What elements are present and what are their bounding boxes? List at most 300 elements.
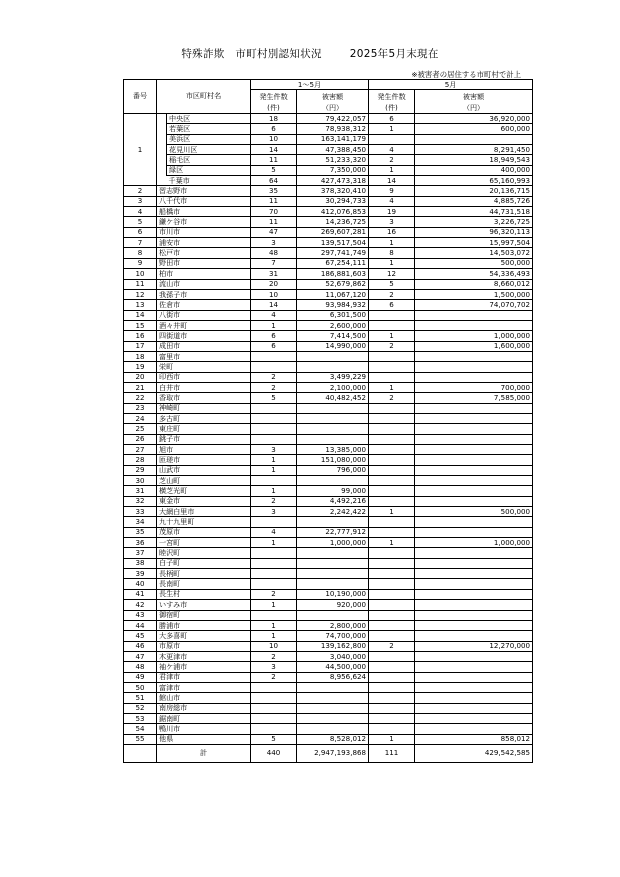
cases-jan-may: 11 xyxy=(251,217,297,227)
cases-may xyxy=(369,662,415,672)
damage-jan-may: 74,700,000 xyxy=(297,631,369,641)
table-row xyxy=(124,217,533,227)
cases-jan-may xyxy=(251,548,297,558)
damage-may xyxy=(415,517,533,527)
damage-may xyxy=(415,682,533,692)
table-row xyxy=(124,341,533,351)
row-number: 37 xyxy=(124,548,157,558)
ward-row xyxy=(124,134,533,144)
damage-may xyxy=(415,476,533,486)
total-blank xyxy=(124,744,157,762)
header-muni-spacer-cell xyxy=(157,80,167,90)
table-row xyxy=(124,413,533,423)
damage-jan-may: 13,385,000 xyxy=(297,445,369,455)
damage-jan-may xyxy=(297,713,369,723)
damage-may xyxy=(415,362,533,372)
muni-name: 長柄町 xyxy=(157,569,251,579)
cases-jan-may: 2 xyxy=(251,372,297,382)
header-row-columns xyxy=(124,90,533,104)
muni-name: 匝瑳市 xyxy=(157,455,251,465)
cases-may: 1 xyxy=(369,538,415,548)
table-row xyxy=(124,703,533,713)
damage-jan-may xyxy=(297,693,369,703)
cases-may: 12 xyxy=(369,269,415,279)
cases-may xyxy=(369,600,415,610)
damage-jan-may: 4,492,216 xyxy=(297,496,369,506)
table-row xyxy=(124,465,533,475)
cases-may: 14 xyxy=(369,176,415,186)
damage-jan-may: 297,741,749 xyxy=(297,248,369,258)
cases-may: 2 xyxy=(369,641,415,651)
damage-jan-may xyxy=(297,724,369,734)
cases-may xyxy=(369,713,415,723)
damage-may xyxy=(415,651,533,661)
damage-jan-may xyxy=(297,424,369,434)
cases-may: 19 xyxy=(369,207,415,217)
damage-jan-may: 139,517,504 xyxy=(297,238,369,248)
damage-may: 18,949,543 xyxy=(415,155,533,165)
damage-jan-may: 51,233,320 xyxy=(297,155,369,165)
cases-jan-may: 14 xyxy=(251,300,297,310)
ward-name: 中央区 xyxy=(167,114,251,124)
table-row xyxy=(124,693,533,703)
table-row xyxy=(124,610,533,620)
ward-name: 稲毛区 xyxy=(167,155,251,165)
muni-name: 芝山町 xyxy=(157,476,251,486)
cases-may xyxy=(369,589,415,599)
muni-name: 大多喜町 xyxy=(157,631,251,641)
damage-may xyxy=(415,703,533,713)
damage-may: 1,000,000 xyxy=(415,331,533,341)
damage-jan-may: 6,301,500 xyxy=(297,310,369,320)
muni-name: 香取市 xyxy=(157,393,251,403)
header-period-may: 5月 xyxy=(369,80,533,90)
total-damage-jan-may: 2,947,193,868 xyxy=(297,744,369,762)
damage-may xyxy=(415,372,533,382)
muni-name: 野田市 xyxy=(157,258,251,268)
cases-jan-may xyxy=(251,351,297,361)
row-number: 48 xyxy=(124,662,157,672)
table-row xyxy=(124,486,533,496)
muni-name: 松戸市 xyxy=(157,248,251,258)
damage-jan-may xyxy=(297,362,369,372)
row-number: 7 xyxy=(124,238,157,248)
damage-jan-may xyxy=(297,351,369,361)
damage-jan-may: 40,482,452 xyxy=(297,393,369,403)
row-number: 8 xyxy=(124,248,157,258)
ward-row xyxy=(124,145,533,155)
muni-name: 長南町 xyxy=(157,579,251,589)
cases-may: 6 xyxy=(369,114,415,124)
header-muni: 市区町村名 xyxy=(157,90,251,104)
damage-jan-may: 67,254,111 xyxy=(297,258,369,268)
table-row xyxy=(124,569,533,579)
row-number: 24 xyxy=(124,413,157,423)
cases-may: 1 xyxy=(369,124,415,134)
damage-jan-may: 796,000 xyxy=(297,465,369,475)
cases-may xyxy=(369,651,415,661)
damage-may xyxy=(415,445,533,455)
damage-jan-may xyxy=(297,548,369,558)
damage-may: 12,270,000 xyxy=(415,641,533,651)
muni-name: 船橋市 xyxy=(157,207,251,217)
muni-name: 館山市 xyxy=(157,693,251,703)
table-row xyxy=(124,496,533,506)
muni-name: 印西市 xyxy=(157,372,251,382)
table-row xyxy=(124,517,533,527)
header-muni-cell xyxy=(177,80,251,90)
cases-jan-may: 6 xyxy=(251,124,297,134)
cases-jan-may xyxy=(251,713,297,723)
muni-name: 勝浦市 xyxy=(157,620,251,630)
cases-jan-may: 1 xyxy=(251,486,297,496)
ward-row xyxy=(124,165,533,175)
muni-name: 他県 xyxy=(157,734,251,744)
cases-may xyxy=(369,558,415,568)
table-row xyxy=(124,351,533,361)
damage-jan-may: 93,984,932 xyxy=(297,300,369,310)
damage-may xyxy=(415,424,533,434)
table-row xyxy=(124,362,533,372)
table-row xyxy=(124,527,533,537)
damage-may xyxy=(415,569,533,579)
muni-name: 銚子市 xyxy=(157,434,251,444)
table-row xyxy=(124,631,533,641)
cases-jan-may: 6 xyxy=(251,331,297,341)
cases-may xyxy=(369,631,415,641)
muni-name: 東庄町 xyxy=(157,424,251,434)
damage-jan-may: 412,076,853 xyxy=(297,207,369,217)
cases-jan-may: 10 xyxy=(251,134,297,144)
row-number: 34 xyxy=(124,517,157,527)
total-cases-jan-may: 440 xyxy=(251,744,297,762)
cases-jan-may: 70 xyxy=(251,207,297,217)
muni-name: 茂原市 xyxy=(157,527,251,537)
row-number: 10 xyxy=(124,269,157,279)
damage-may xyxy=(415,558,533,568)
table-row xyxy=(124,662,533,672)
cases-may: 8 xyxy=(369,248,415,258)
cases-jan-may xyxy=(251,569,297,579)
damage-may: 20,136,715 xyxy=(415,186,533,196)
muni-name: 流山市 xyxy=(157,279,251,289)
cases-may xyxy=(369,351,415,361)
title-as-of: 2025年5月末現在 xyxy=(349,48,439,60)
cases-jan-may: 3 xyxy=(251,662,297,672)
damage-jan-may: 427,473,318 xyxy=(297,176,369,186)
table-row xyxy=(124,248,533,258)
table-row xyxy=(124,579,533,589)
muni-name: 八街市 xyxy=(157,310,251,320)
cases-jan-may: 14 xyxy=(251,145,297,155)
cases-jan-may xyxy=(251,724,297,734)
cases-jan-may xyxy=(251,403,297,413)
cases-may xyxy=(369,434,415,444)
muni-name: 睦沢町 xyxy=(157,548,251,558)
header-muni-spacer-cell xyxy=(167,80,177,90)
row-number: 17 xyxy=(124,341,157,351)
cases-may xyxy=(369,517,415,527)
cases-may xyxy=(369,445,415,455)
damage-jan-may: 139,162,800 xyxy=(297,641,369,651)
row-number: 27 xyxy=(124,445,157,455)
row-number: 38 xyxy=(124,558,157,568)
damage-may xyxy=(415,434,533,444)
muni-name: 酒々井町 xyxy=(157,320,251,330)
cases-jan-may: 4 xyxy=(251,527,297,537)
cases-may: 1 xyxy=(369,258,415,268)
cases-jan-may: 4 xyxy=(251,310,297,320)
header-muni-blank xyxy=(157,103,251,114)
header-unit-cases-2: (件) xyxy=(369,103,415,114)
cases-may: 1 xyxy=(369,734,415,744)
damage-may: 500,000 xyxy=(415,507,533,517)
damage-jan-may: 186,881,603 xyxy=(297,269,369,279)
cases-jan-may xyxy=(251,682,297,692)
row-number: 23 xyxy=(124,403,157,413)
cases-jan-may: 10 xyxy=(251,289,297,299)
muni-name: 多古町 xyxy=(157,413,251,423)
row-number: 40 xyxy=(124,579,157,589)
cases-jan-may xyxy=(251,413,297,423)
damage-jan-may: 2,100,000 xyxy=(297,382,369,392)
damage-may: 4,885,726 xyxy=(415,196,533,206)
damage-may: 858,012 xyxy=(415,734,533,744)
cases-jan-may: 1 xyxy=(251,320,297,330)
cases-jan-may: 3 xyxy=(251,238,297,248)
table-row xyxy=(124,382,533,392)
damage-may: 36,920,000 xyxy=(415,114,533,124)
title-main: 特殊詐欺 市町村別認知状況 xyxy=(181,48,322,60)
muni-name: 東金市 xyxy=(157,496,251,506)
row-number: 20 xyxy=(124,372,157,382)
damage-jan-may: 920,000 xyxy=(297,600,369,610)
muni-name: 山武市 xyxy=(157,465,251,475)
chiba-indent-cell xyxy=(157,176,167,186)
row-number: 52 xyxy=(124,703,157,713)
damage-may xyxy=(415,631,533,641)
damage-jan-may xyxy=(297,569,369,579)
damage-jan-may: 3,040,000 xyxy=(297,651,369,661)
muni-name: 九十九里町 xyxy=(157,517,251,527)
cases-jan-may: 31 xyxy=(251,269,297,279)
cases-may: 1 xyxy=(369,238,415,248)
cases-may xyxy=(369,682,415,692)
cases-jan-may: 11 xyxy=(251,155,297,165)
muni-name: 長生村 xyxy=(157,589,251,599)
damage-jan-may: 151,080,000 xyxy=(297,455,369,465)
muni-name: 南房総市 xyxy=(157,703,251,713)
row-number: 36 xyxy=(124,538,157,548)
row-number: 32 xyxy=(124,496,157,506)
table-row xyxy=(124,558,533,568)
muni-name: 我孫子市 xyxy=(157,289,251,299)
row-number: 43 xyxy=(124,610,157,620)
table-row xyxy=(124,620,533,630)
row-number: 44 xyxy=(124,620,157,630)
damage-jan-may xyxy=(297,610,369,620)
muni-name: 市原市 xyxy=(157,641,251,651)
damage-may xyxy=(415,610,533,620)
damage-jan-may: 2,600,000 xyxy=(297,320,369,330)
cases-jan-may: 20 xyxy=(251,279,297,289)
cases-may xyxy=(369,620,415,630)
row-number: 15 xyxy=(124,320,157,330)
cases-jan-may: 3 xyxy=(251,507,297,517)
table-row xyxy=(124,734,533,744)
cases-jan-may xyxy=(251,434,297,444)
muni-name: 大網白里市 xyxy=(157,507,251,517)
cases-jan-may xyxy=(251,703,297,713)
muni-name: 富津市 xyxy=(157,682,251,692)
damage-jan-may xyxy=(297,517,369,527)
damage-may xyxy=(415,134,533,144)
cases-jan-may: 2 xyxy=(251,496,297,506)
cases-may xyxy=(369,724,415,734)
row-number: 14 xyxy=(124,310,157,320)
row-number: 2 xyxy=(124,186,157,196)
damage-jan-may xyxy=(297,476,369,486)
cases-may xyxy=(369,362,415,372)
cases-may: 2 xyxy=(369,289,415,299)
cases-jan-may: 18 xyxy=(251,114,297,124)
damage-may xyxy=(415,579,533,589)
row-number: 5 xyxy=(124,217,157,227)
damage-may xyxy=(415,548,533,558)
cases-may xyxy=(369,486,415,496)
damage-may xyxy=(415,724,533,734)
cases-may: 1 xyxy=(369,382,415,392)
total-row xyxy=(124,744,533,762)
row-number: 41 xyxy=(124,589,157,599)
cases-jan-may: 1 xyxy=(251,538,297,548)
cases-jan-may: 5 xyxy=(251,734,297,744)
table-row xyxy=(124,393,533,403)
table-row xyxy=(124,372,533,382)
ward-name: 美浜区 xyxy=(167,134,251,144)
damage-jan-may: 11,067,120 xyxy=(297,289,369,299)
header-row-units xyxy=(124,103,533,114)
damage-may xyxy=(415,351,533,361)
cases-jan-may: 35 xyxy=(251,186,297,196)
row-number: 49 xyxy=(124,672,157,682)
muni-name: 袖ケ浦市 xyxy=(157,662,251,672)
cases-jan-may xyxy=(251,424,297,434)
header-cases-1: 発生件数 xyxy=(251,90,297,104)
row-number: 53 xyxy=(124,713,157,723)
header-unit-damage-2: （円） xyxy=(415,103,533,114)
cases-may xyxy=(369,372,415,382)
table-row xyxy=(124,476,533,486)
muni-name: 一宮町 xyxy=(157,538,251,548)
cases-may: 9 xyxy=(369,186,415,196)
muni-name: 君津市 xyxy=(157,672,251,682)
damage-may: 65,160,993 xyxy=(415,176,533,186)
cases-jan-may: 2 xyxy=(251,382,297,392)
row-number: 4 xyxy=(124,207,157,217)
cases-jan-may: 64 xyxy=(251,176,297,186)
cases-may: 2 xyxy=(369,155,415,165)
muni-name: 富里市 xyxy=(157,351,251,361)
damage-jan-may: 79,422,057 xyxy=(297,114,369,124)
damage-may: 54,336,493 xyxy=(415,269,533,279)
damage-may xyxy=(415,496,533,506)
cases-jan-may: 2 xyxy=(251,672,297,682)
table-row xyxy=(124,548,533,558)
cases-may xyxy=(369,465,415,475)
cases-jan-may xyxy=(251,476,297,486)
muni-name: 鋸南町 xyxy=(157,713,251,723)
row-number: 51 xyxy=(124,693,157,703)
cases-jan-may: 1 xyxy=(251,620,297,630)
table-row xyxy=(124,713,533,723)
table-row xyxy=(124,651,533,661)
table-row xyxy=(124,641,533,651)
damage-may xyxy=(415,672,533,682)
table-row xyxy=(124,186,533,196)
muni-name: 佐倉市 xyxy=(157,300,251,310)
table-row xyxy=(124,445,533,455)
damage-jan-may: 44,500,000 xyxy=(297,662,369,672)
cases-may: 2 xyxy=(369,341,415,351)
table-row xyxy=(124,289,533,299)
cases-jan-may xyxy=(251,610,297,620)
muni-name: いすみ市 xyxy=(157,600,251,610)
cases-may: 3 xyxy=(369,217,415,227)
damage-may xyxy=(415,486,533,496)
row-number: 54 xyxy=(124,724,157,734)
damage-jan-may: 8,956,624 xyxy=(297,672,369,682)
header-row-period xyxy=(124,80,533,90)
table-row xyxy=(124,724,533,734)
cases-jan-may: 6 xyxy=(251,341,297,351)
damage-jan-may: 2,800,000 xyxy=(297,620,369,630)
cases-may: 16 xyxy=(369,227,415,237)
cases-may xyxy=(369,476,415,486)
muni-name: 千葉市 xyxy=(167,176,251,186)
damage-may: 96,320,113 xyxy=(415,227,533,237)
cases-jan-may xyxy=(251,693,297,703)
row-number: 45 xyxy=(124,631,157,641)
damage-jan-may: 3,499,229 xyxy=(297,372,369,382)
damage-jan-may: 378,320,410 xyxy=(297,186,369,196)
cases-jan-may: 2 xyxy=(251,589,297,599)
ward-row xyxy=(124,114,533,124)
damage-may xyxy=(415,589,533,599)
cases-may xyxy=(369,134,415,144)
row-number: 16 xyxy=(124,331,157,341)
row-number: 39 xyxy=(124,569,157,579)
row-number: 21 xyxy=(124,382,157,392)
cases-may xyxy=(369,496,415,506)
damage-jan-may: 47,388,450 xyxy=(297,145,369,155)
cases-jan-may xyxy=(251,362,297,372)
table-row xyxy=(124,269,533,279)
cases-jan-may: 1 xyxy=(251,631,297,641)
damage-may: 500,000 xyxy=(415,258,533,268)
damage-jan-may: 163,141,179 xyxy=(297,134,369,144)
header-no-blank xyxy=(124,103,157,114)
row-number: 26 xyxy=(124,434,157,444)
cases-may xyxy=(369,703,415,713)
row-number: 31 xyxy=(124,486,157,496)
cases-may xyxy=(369,320,415,330)
cases-jan-may: 1 xyxy=(251,455,297,465)
row-number: 9 xyxy=(124,258,157,268)
damage-may xyxy=(415,527,533,537)
damage-jan-may xyxy=(297,434,369,444)
damage-jan-may: 269,607,281 xyxy=(297,227,369,237)
